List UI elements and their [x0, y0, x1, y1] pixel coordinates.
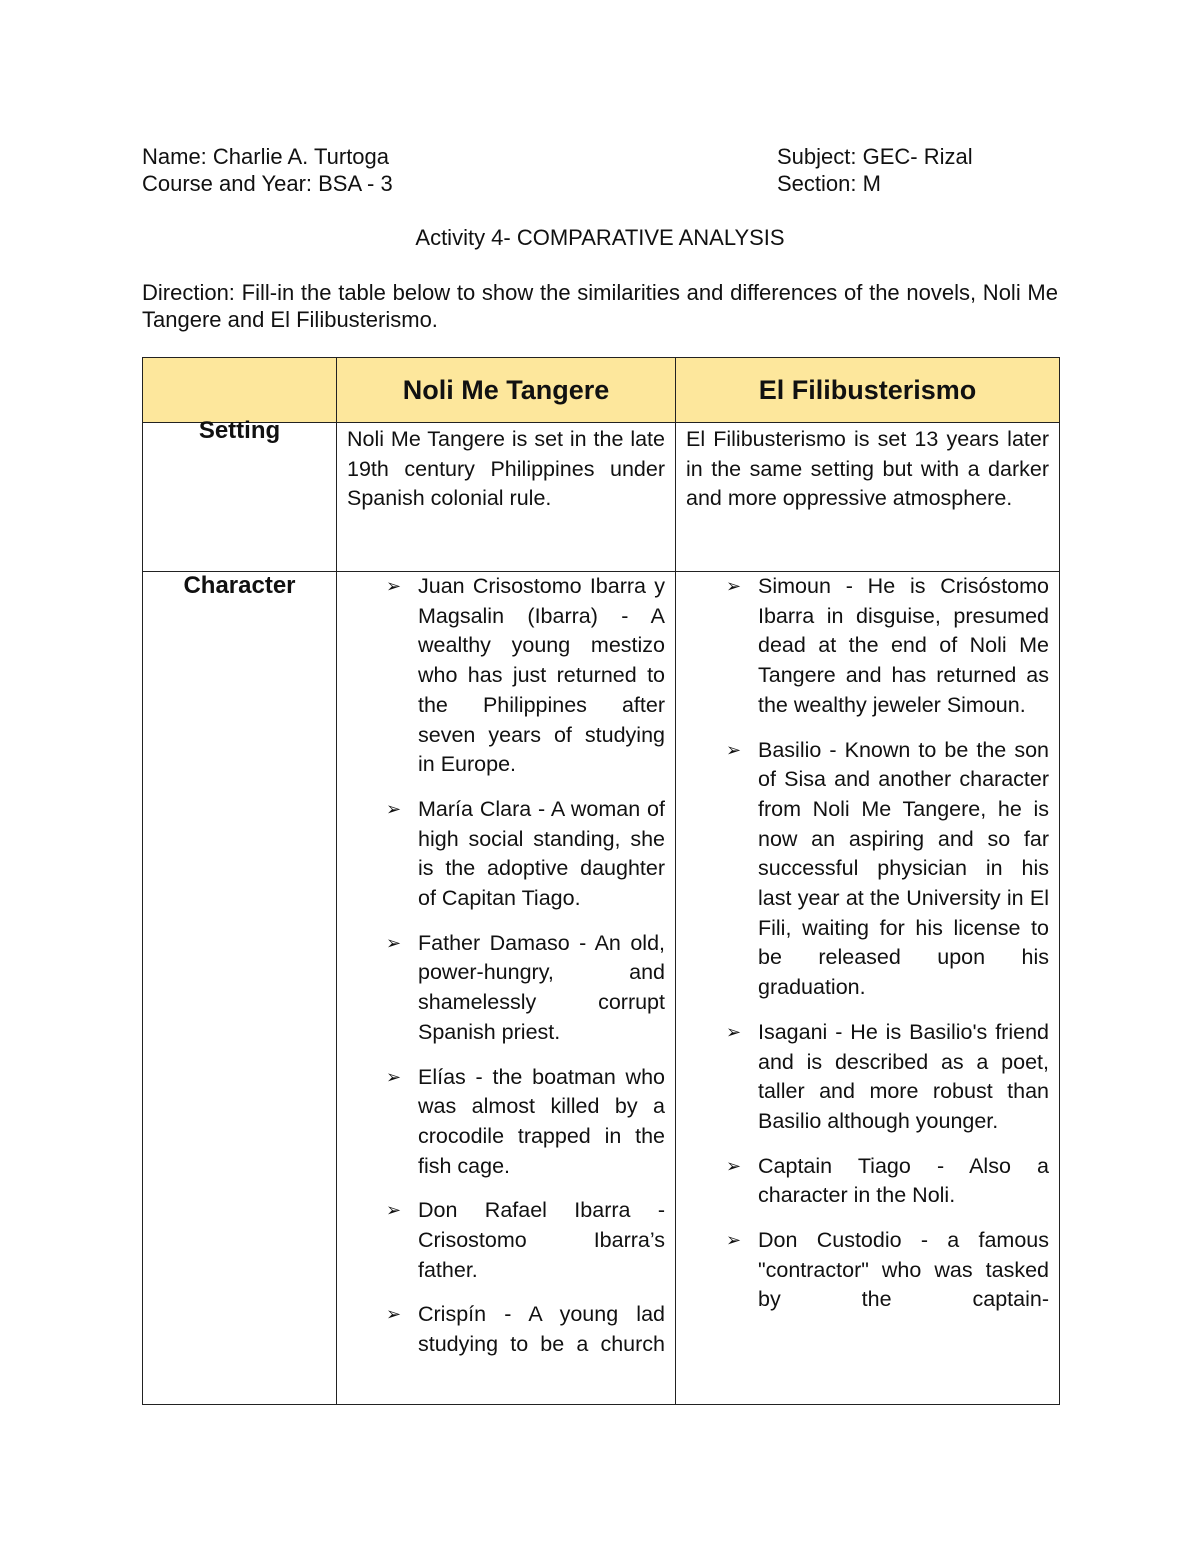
list-item: ➢ Elías - the boatman who was almost killed by a crocodile trapped in the fish cage. [386, 1064, 665, 1178]
arrow-bullet-icon: ➢ [726, 1230, 742, 1251]
setting-label: Setting [198, 417, 281, 444]
arrow-bullet-icon: ➢ [726, 739, 742, 760]
direction-text: Direction: Fill-in the table below to show the similarities and differences of the novels, Noli Me Tangere and El Filibusterismo. [142, 280, 1058, 332]
list-item: ➢ Don Custodio - a famous "contractor" who was tasked by the captain- [726, 1228, 1049, 1312]
character-label-cell [143, 572, 337, 1405]
list-item: ➢ Juan Crisostomo Ibarra y Magsalin (Ibarra) - A wealthy young mestizo who has just returned to the Philippines after seven years of studying in Europe. [386, 574, 665, 777]
activity-title: Activity 4- COMPARATIVE ANALYSIS [415, 225, 785, 250]
character-fili-cell [676, 572, 1060, 1405]
arrow-bullet-icon: ➢ [386, 1200, 402, 1221]
list-item: ➢ Father Damaso - An old, power-hungry, and shamelessly corrupt Spanish priest. [386, 930, 665, 1044]
fili-character-list [676, 572, 1059, 1315]
arrow-bullet-icon: ➢ [386, 798, 402, 819]
setting-noli-cell [337, 423, 676, 572]
arrow-bullet-icon: ➢ [726, 576, 742, 596]
list-item: ➢ María Clara - A woman of high social standing, she is the adoptive daughter of Capitan Tiago. [386, 796, 665, 911]
arrow-bullet-icon: ➢ [726, 1155, 742, 1176]
arrow-bullet-icon: ➢ [386, 932, 402, 953]
header-noli-me-tangere: Noli Me Tangere [337, 358, 676, 423]
section: Section: M [777, 171, 881, 196]
list-item: ➢ Isagani - He is Basilio's friend and is described as a poet, taller and more robust than Basilio although younger. [726, 1019, 1049, 1133]
list-item: ➢ Simoun - He is Crisóstomo Ibarra in disguise, presumed dead at the end of Noli Me Tangere and has returned as the wealthy jeweler Simoun. [726, 574, 1049, 717]
arrow-bullet-icon: ➢ [386, 576, 402, 596]
setting-fili-cell [676, 423, 1060, 572]
header-el-filibusterismo: El Filibusterismo [676, 358, 1060, 423]
list-item: ➢ Captain Tiago - Also a character in the Noli. [726, 1153, 1049, 1208]
setting-label-cell [143, 417, 337, 572]
table-header-row [143, 358, 1060, 423]
student-name: Name: Charlie A. Turtoga [142, 144, 390, 169]
arrow-bullet-icon: ➢ [386, 1066, 402, 1087]
arrow-bullet-icon: ➢ [726, 1021, 742, 1042]
list-item: ➢ Crispín - A young lad studying to be a church [386, 1302, 665, 1357]
course-and-year: Course and Year: BSA - 3 [142, 171, 393, 196]
header-empty-cell [143, 358, 337, 423]
list-item: ➢ Basilio - Known to be the son of Sisa and another character from Noli Me Tangere, he is now an aspiring and so far successful physician in his last year at the University in El Fili, waiting for his license to be released upon his graduation. [726, 737, 1049, 1000]
table-row-character [143, 572, 1060, 1405]
setting-noli-text: Noli Me Tangere is set in the late 19th century Philippines under Spanish colonial rule. [347, 427, 665, 511]
subject: Subject: GEC- Rizal [777, 144, 973, 169]
character-label: Character [183, 572, 296, 599]
noli-character-list [337, 572, 675, 1360]
table-row-setting [143, 423, 1060, 572]
comparison-table [142, 357, 1060, 1405]
setting-fili-text: El Filibusterismo is set 13 years later in the same setting but with a darker and more oppressive atmosphere. [686, 427, 1049, 511]
list-item: ➢ Don Rafael Ibarra - Crisostomo Ibarra’s father. [386, 1198, 665, 1282]
arrow-bullet-icon: ➢ [386, 1304, 402, 1325]
character-noli-cell [337, 572, 676, 1405]
